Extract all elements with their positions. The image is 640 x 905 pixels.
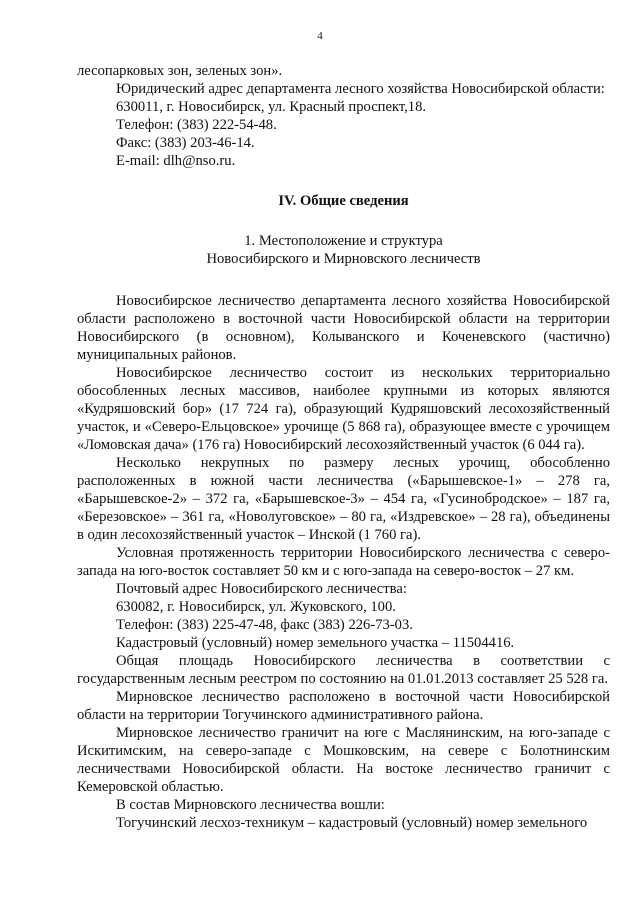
subsection-title	[77, 232, 610, 268]
paragraph-8: Мирновское лесничество граничит на юге с Маслянинским, на юго-западе с Искитимским, на северо-западе с Мошковским, на севере с Болотнинским лесничествами Новосибирской области. На востоке лесничество граничит с Кемеровской областью.	[77, 725, 610, 795]
paragraph-5: Почтовый адрес Новосибирского лесничества:	[116, 581, 407, 597]
email: E-mail: dlh@nso.ru.	[116, 153, 236, 169]
fax: Факс: (383) 203-46-14.	[116, 135, 255, 151]
phone-fax: Телефон: (383) 225-47-48, факс (383) 226-73-03.	[116, 617, 413, 633]
paragraph-legal-address: Юридический адрес департамента лесного хозяйства Новосибирской области:	[116, 81, 605, 97]
subsection-title-line-1: 1. Местоположение и структура	[244, 233, 443, 249]
paragraph-2: Новосибирское лесничество состоит из нескольких территориально обособленных лесных массивов, наиболее крупными из которых являются «Кудряшовский бор» (17 724 га), образующий Кудряшовский лесохозяйственный участок, и «Северо-Ельцовское» урочище (5 868 га), образующее вместе с урочищем «Ломовская дача» (176 га) Новосибирский лесохозяйственный участок (6 044 га).	[77, 365, 610, 453]
paragraph-6: Общая площадь Новосибирского лесничества в соответствии с государственным лесным реестром по состоянию на 01.01.2013 составляет 25 528 га.	[77, 653, 610, 687]
paragraph-7: Мирновское лесничество расположено в восточной части Новосибирской области на территории Тогучинского административного района.	[77, 689, 610, 723]
paragraph-10: Тогучинский лесхоз-техникум – кадастровый (условный) номер земельного	[116, 815, 588, 831]
phone: Телефон: (383) 222-54-48.	[116, 117, 277, 133]
legal-address: 630011, г. Новосибирск, ул. Красный проспект,18.	[116, 99, 427, 115]
paragraph-4: Условная протяженность территории Новосибирского лесничества с северо-запада на юго-восток составляет 50 км и с юго-запада на северо-восток – 27 км.	[77, 545, 610, 579]
paragraph-9: В состав Мирновского лесничества вошли:	[116, 797, 385, 813]
paragraph-1: Новосибирское лесничество департамента лесного хозяйства Новосибирской области расположено в восточной части Новосибирской области на территории Новосибирского (в основном), Колыванского и Коченевского (частично) муниципальных районов.	[77, 293, 610, 363]
cadastral-number: Кадастровый (условный) номер земельного участка – 11504416.	[116, 635, 515, 651]
section-title: IV. Общие сведения	[278, 193, 409, 209]
postal-address: 630082, г. Новосибирск, ул. Жуковского, 100.	[116, 599, 396, 615]
document-body	[77, 62, 610, 832]
page-number: 4	[317, 30, 323, 42]
paragraph-3: Несколько некрупных по размеру лесных урочищ, обособленно расположенных в южной части лесничества («Барышевское-1» – 278 га, «Барышевское-2» – 372 га, «Барышевское-3» – 454 га, «Гусинобродское» – 187 га, «Березовское» – 361 га, «Новолуговское» – 80 га, «Издревское» – 28 га), объединены в один лесохозяйственный участок – Инской (1 760 га).	[77, 455, 610, 543]
paragraph-continued: лесопарковых зон, зеленых зон».	[77, 63, 283, 79]
subsection-title-line-2: Новосибирского и Мирновского лесничеств	[206, 251, 481, 267]
